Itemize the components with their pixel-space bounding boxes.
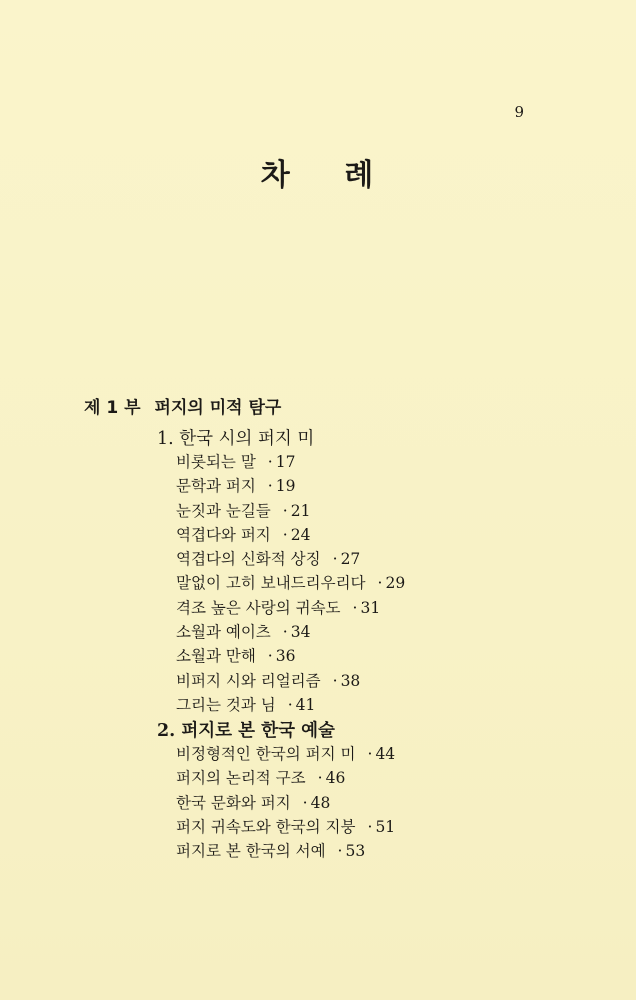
part-number: 제 1 부 [84,398,141,418]
entry-separator: · [267,453,273,471]
entry-separator: · [332,671,338,690]
entry-separator: · [377,574,383,593]
entry-separator: · [337,842,343,861]
entry-title: 소월과 예이츠 [176,623,271,642]
toc-entry[interactable] [176,620,405,644]
entry-separator: · [367,745,373,763]
toc-entry[interactable] [176,766,395,790]
page-number: 9 [514,103,524,121]
toc-entry[interactable] [176,669,405,693]
section-heading: 2. 퍼지로 본 한국 예술 [157,721,335,741]
toc-entry[interactable] [176,547,405,571]
entry-title: 말없이 고히 보내드리우리다 [176,574,366,593]
entry-title: 그리는 것과 님 [176,695,276,714]
section-entries [176,742,395,863]
entry-title: 소월과 만해 [176,647,256,666]
entry-title: 한국 문화와 퍼지 [176,793,291,812]
entry-page: 44 [375,745,396,763]
entry-title: 퍼지의 논리적 구조 [176,769,306,788]
entry-page: 19 [275,477,296,496]
entry-separator: · [332,550,338,569]
toc-entry[interactable] [176,742,395,766]
entry-page: 46 [325,769,346,788]
entry-separator: · [367,817,373,836]
part-title: 퍼지의 미적 탐구 [154,398,282,418]
entry-page: 31 [360,598,381,617]
toc-entry[interactable] [176,571,405,595]
toc-entry[interactable] [176,474,405,498]
toc-entry[interactable] [176,693,405,717]
entry-page: 48 [310,793,331,812]
toc-entry[interactable] [176,450,405,474]
entry-page: 53 [345,842,366,861]
entry-separator: · [282,501,288,520]
entry-page: 21 [290,501,311,520]
toc-entry[interactable] [176,839,395,863]
toc-entry[interactable] [176,815,395,839]
entry-title: 퍼지로 본 한국의 서예 [176,842,326,861]
section-heading: 1. 한국 시의 퍼지 미 [157,429,315,449]
entry-separator: · [267,477,273,496]
toc-entry[interactable] [176,791,395,815]
table-of-contents-title: 차 례 [260,158,376,193]
entry-page: 27 [340,550,361,569]
entry-title: 역겹다의 신화적 상징 [176,550,321,569]
entry-title: 비정형적인 한국의 퍼지 미 [176,745,356,763]
entry-page: 29 [385,574,406,593]
entry-page: 34 [290,623,311,642]
entry-title: 비퍼지 시와 리얼리즘 [176,671,321,690]
entry-separator: · [317,769,323,788]
toc-entry[interactable] [176,596,405,620]
entry-page: 51 [375,817,396,836]
entry-page: 36 [275,647,296,666]
entry-title: 눈짓과 눈길들 [176,501,271,520]
entry-separator: · [352,598,358,617]
entry-page: 41 [295,695,316,714]
entry-separator: · [302,793,308,812]
section-entries [176,450,405,717]
entry-separator: · [282,525,288,544]
toc-entry[interactable] [176,523,405,547]
entry-separator: · [287,695,293,714]
entry-page: 24 [290,525,311,544]
entry-page: 17 [275,453,296,471]
entry-title: 퍼지 귀속도와 한국의 지붕 [176,817,356,836]
part-heading [84,393,281,418]
entry-separator: · [282,623,288,642]
toc-entry[interactable] [176,499,405,523]
entry-title: 역겹다와 퍼지 [176,525,271,544]
toc-entry[interactable] [176,644,405,668]
entry-page: 38 [340,671,361,690]
entry-title: 비롯되는 말 [176,453,256,471]
entry-title: 격조 높은 사랑의 귀속도 [176,598,341,617]
entry-separator: · [267,647,273,666]
entry-title: 문학과 퍼지 [176,477,256,496]
